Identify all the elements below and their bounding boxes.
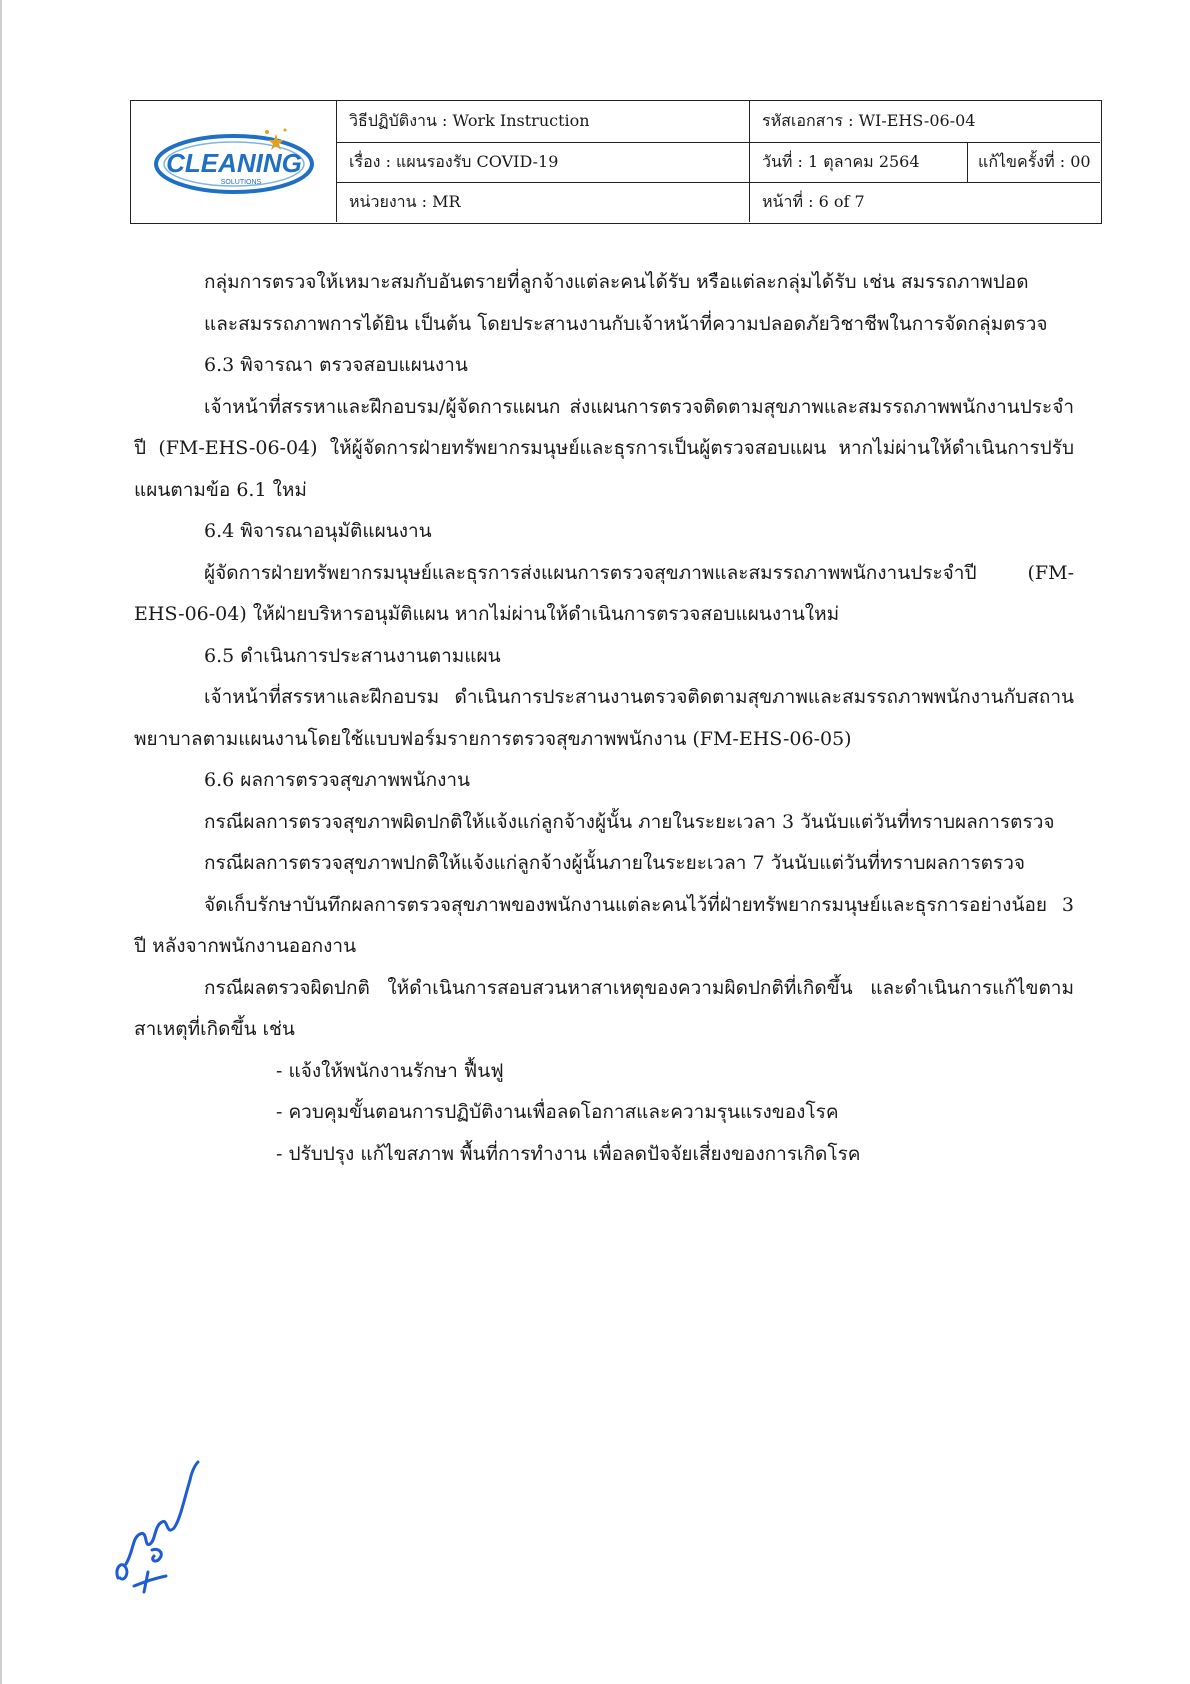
list-item: - ควบคุมขั้นตอนการปฏิบัติงานเพื่อลดโอกาสและความรุนแรงของโรค xyxy=(276,1101,839,1123)
paragraph-6-5: เจ้าหน้าที่สรรหาและฝึกอบรม ดำเนินการประสานงานตรวจติดตามสุขภาพและสมรรถภาพพนักงานกับสถานพยาบาลตามแผนงานโดยใช้แบบฟอร์มรายการตรวจสุขภาพพนักงาน (FM-EHS-06-05) xyxy=(134,686,1074,750)
paragraph-6-6-d: กรณีผลตรวจผิดปกติ ให้ดำเนินการสอบสวนหาสาเหตุของความผิดปกติที่เกิดขึ้น และดำเนินการแก้ไขตามสาเหตุที่เกิดขึ้น เช่น xyxy=(134,976,1074,1040)
paragraph: กลุ่มการตรวจให้เหมาะสมกับอันตรายที่ลูกจ้างแต่ละคนได้รับ หรือแต่ละกลุ่มได้รับ เช่น สมรรถภาพปอด xyxy=(204,271,1029,293)
section-heading-6-3: 6.3 พิจารณา ตรวจสอบแผนงาน xyxy=(204,354,468,376)
paragraph-6-6-b: กรณีผลการตรวจสุขภาพปกติให้แจ้งแก่ลูกจ้างผู้นั้นภายในระยะเวลา 7 วันนับแต่วันที่ทราบผลการตรวจ xyxy=(204,852,1025,874)
list-item: - ปรับปรุง แก้ไขสภาพ พื้นที่การทำงาน เพื่อลดปัจจัยเสี่ยงของการเกิดโรค xyxy=(276,1142,861,1165)
revision: แก้ไขครั้งที่ : 00 xyxy=(968,143,1100,183)
page-edge xyxy=(0,0,2,1684)
paragraph-6-6-c: จัดเก็บรักษาบันทึกผลการตรวจสุขภาพของพนักงานแต่ละคนไว้ที่ฝ่ายทรัพยากรมนุษย์และธุรการอย่างน้อย 3 ปี หลังจากพนักงานออกงาน xyxy=(134,893,1074,957)
date: วันที่ : 1 ตุลาคม 2564 xyxy=(750,143,968,183)
cleaning-logo-icon xyxy=(149,122,319,202)
paragraph-6-4: ผู้จัดการฝ่ายทรัพยากรมนุษย์และธุรการส่งแผนการตรวจสุขภาพและสมรรถภาพพนักงานประจำปี (FM-EHS-06-04) ให้ฝ่ายบริหารอนุมัติแผน หากไม่ผ่านให้ดำเนินการตรวจสอบแผนงานใหม่ xyxy=(134,561,1074,625)
doc-code: รหัสเอกสาร : WI-EHS-06-04 xyxy=(750,101,1100,143)
paragraph-6-3: เจ้าหน้าที่สรรหาและฝึกอบรม/ผู้จัดการแผนก ส่งแผนการตรวจติดตามสุขภาพและสมรรถภาพพนักงานประจำปี (FM-EHS-06-04) ให้ผู้จัดการฝ่ายทรัพยากรมนุษย์และธุรการเป็นผู้ตรวจสอบแผน หากไม่ผ่านให้ดำเนินการปรับแผนตามข้อ 6.1 ใหม่ xyxy=(134,395,1074,501)
logo-cell xyxy=(131,101,337,222)
paragraph-6-6-a: กรณีผลการตรวจสุขภาพผิดปกติให้แจ้งแก่ลูกจ้างผู้นั้น ภายในระยะเวลา 3 วันนับแต่วันที่ทราบผลการตรวจ xyxy=(204,810,1055,833)
doc-type: วิธีปฏิบัติงาน : Work Instruction xyxy=(337,101,749,143)
department: หน่วยงาน : MR xyxy=(349,192,461,211)
header-right-column xyxy=(750,101,1100,222)
list-item: - แจ้งให้พนักงานรักษา ฟื้นฟู xyxy=(276,1059,504,1082)
page-number: หน้าที่ : 6 of 7 xyxy=(762,192,865,211)
svg-text:SOLUTIONS: SOLUTIONS xyxy=(220,178,261,186)
svg-text:CLEANING: CLEANING xyxy=(165,147,302,178)
section-heading-6-6: 6.6 ผลการตรวจสุขภาพพนักงาน xyxy=(204,769,471,791)
section-heading-6-5: 6.5 ดำเนินการประสานงานตามแผน xyxy=(204,644,501,667)
signature-icon xyxy=(104,1460,214,1595)
subject: เรื่อง : แผนรองรับ COVID-19 xyxy=(337,143,749,183)
paragraph: และสมรรถภาพการได้ยิน เป็นต้น โดยประสานงานกับเจ้าหน้าที่ความปลอดภัยวิชาชีพในการจัดกลุ่มตรวจ xyxy=(204,312,1048,335)
document-body xyxy=(134,262,1074,1175)
section-heading-6-4: 6.4 พิจารณาอนุมัติแผนงาน xyxy=(204,520,432,542)
document-header-table xyxy=(130,100,1102,224)
header-middle-column xyxy=(337,101,750,222)
